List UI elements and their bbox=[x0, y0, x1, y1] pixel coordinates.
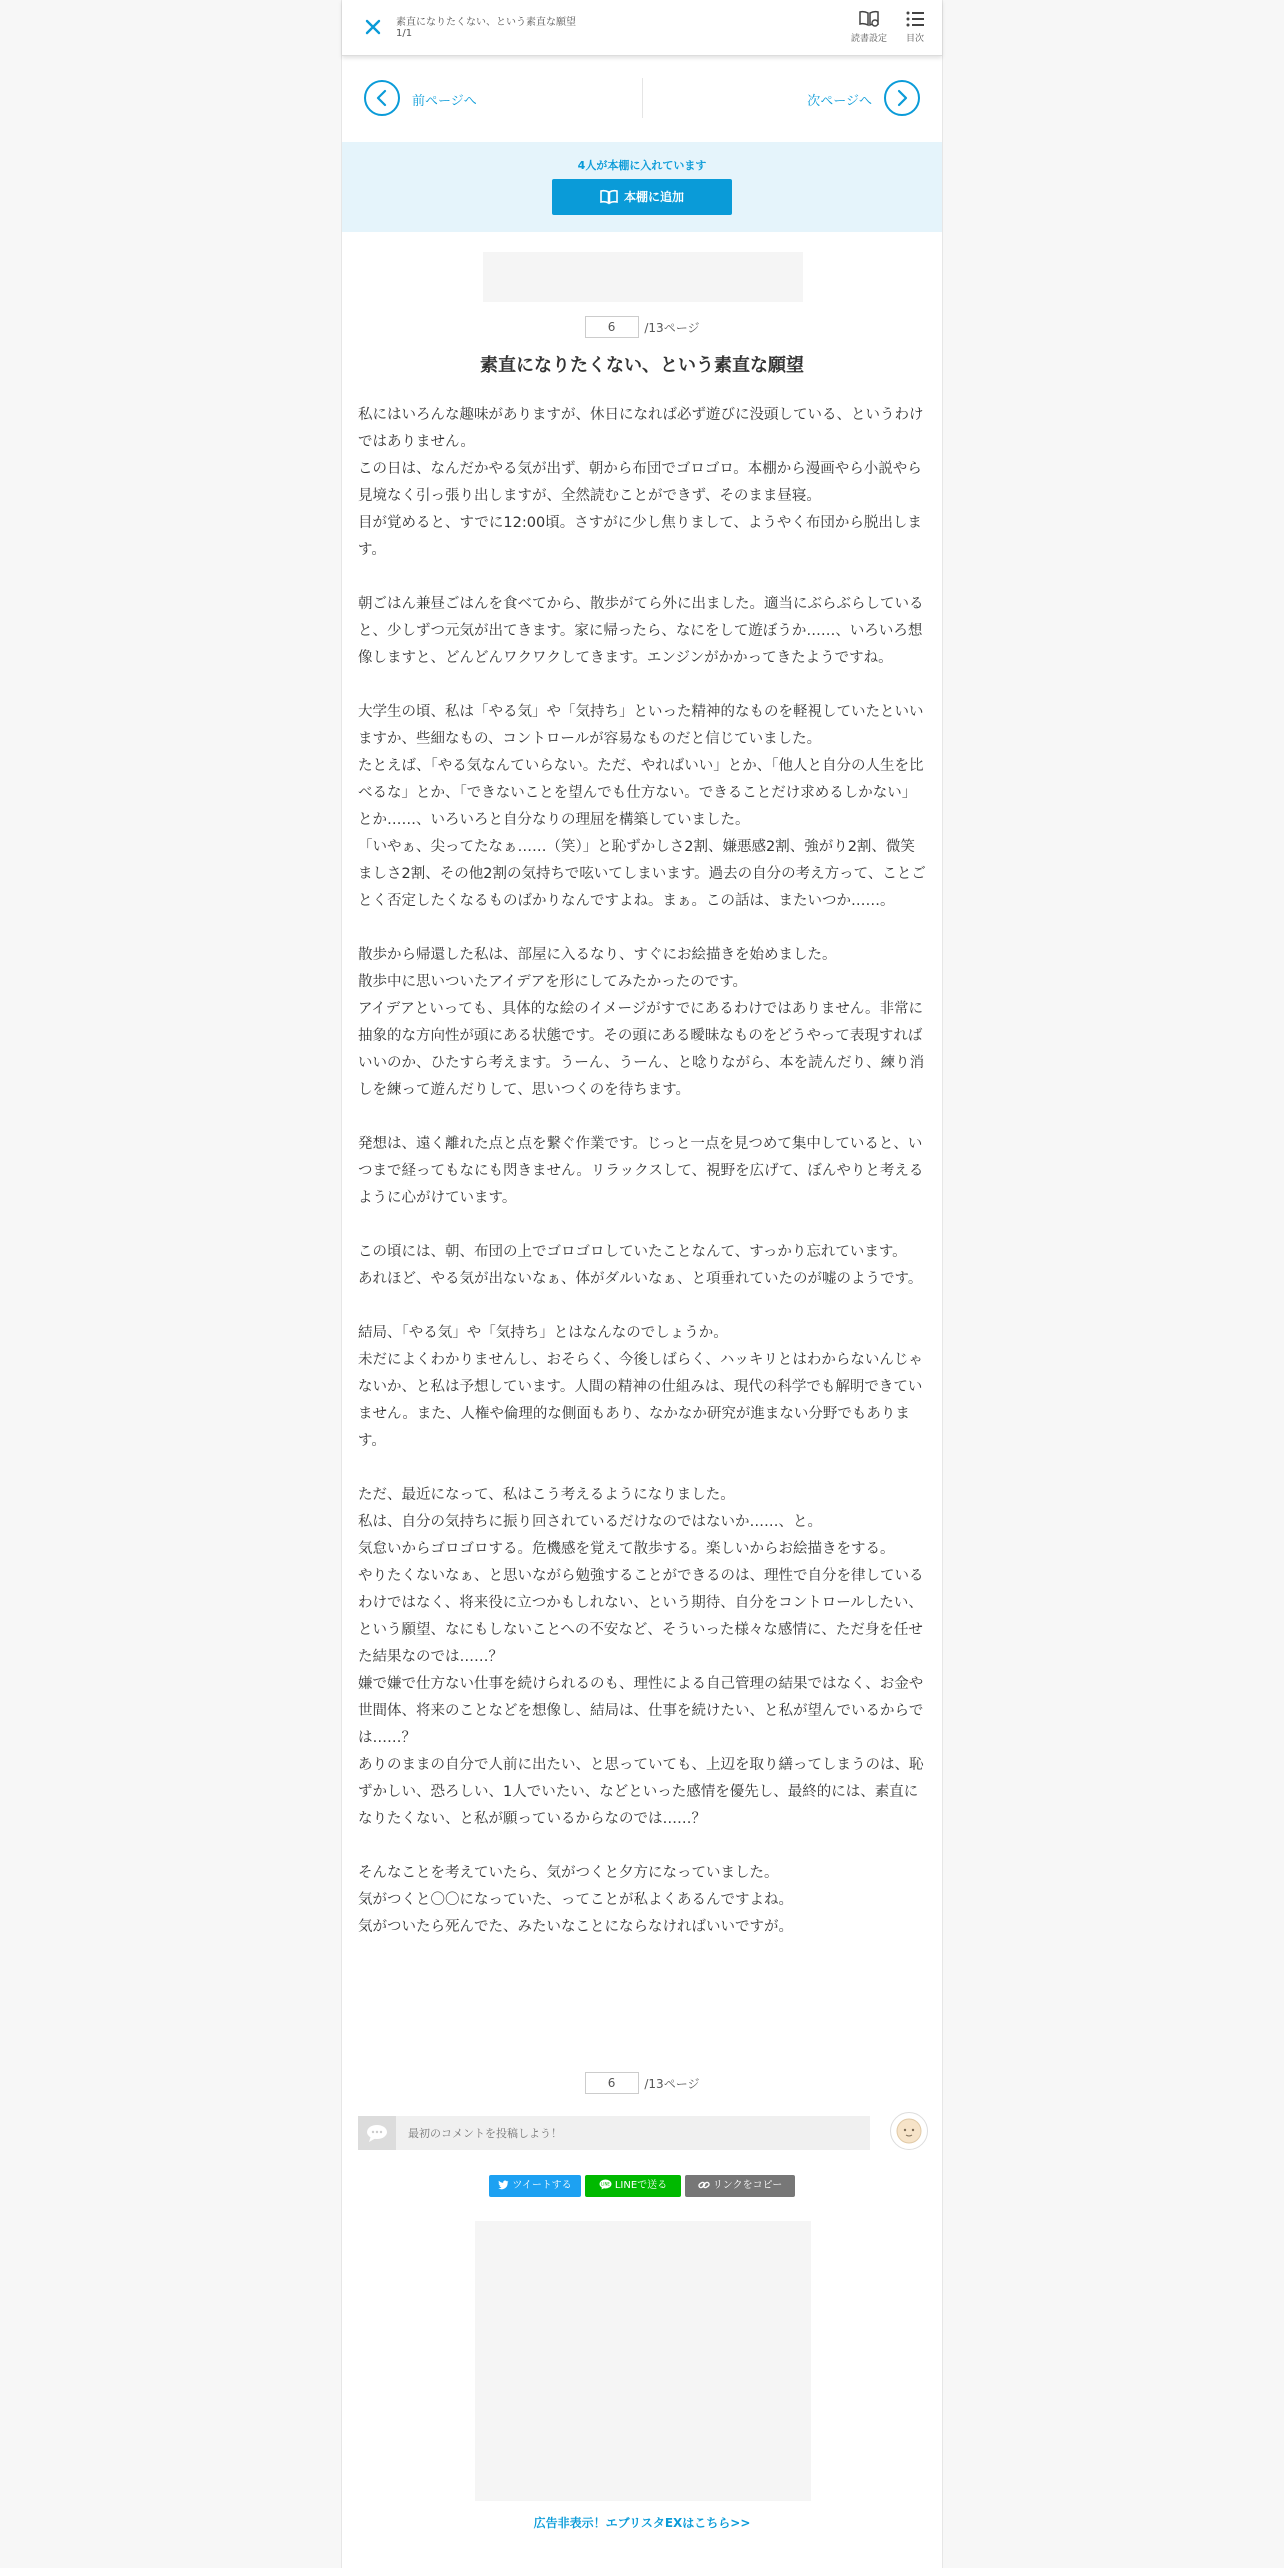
comment-bubble-icon bbox=[358, 2116, 396, 2150]
list-icon bbox=[905, 10, 925, 28]
line-share-label: LINEで送る bbox=[614, 2180, 668, 2191]
copy-link-label: リンクをコピー bbox=[712, 2180, 783, 2191]
comment-input[interactable] bbox=[396, 2116, 870, 2150]
prev-page-label: 前ページへ bbox=[412, 94, 477, 109]
chevron-right-icon bbox=[884, 80, 920, 116]
toc-button[interactable] bbox=[897, 10, 933, 50]
bookshelf-panel bbox=[342, 142, 942, 232]
next-page-button[interactable] bbox=[720, 60, 920, 140]
page-total: /13ページ bbox=[644, 320, 700, 335]
reading-settings-button[interactable] bbox=[847, 10, 891, 50]
link-icon bbox=[698, 2180, 710, 2190]
ad-banner-bottom bbox=[475, 2221, 811, 2501]
twitter-bird-icon bbox=[498, 2180, 509, 2190]
prev-page-button[interactable] bbox=[364, 60, 564, 140]
line-icon bbox=[599, 2179, 612, 2190]
svg-text:LINE: LINE bbox=[600, 2181, 610, 2187]
comment-area bbox=[358, 2116, 926, 2152]
page-number-input[interactable]: 6 bbox=[585, 316, 639, 338]
episode-title: 素直になりたくない、という素直な願望 bbox=[480, 355, 804, 376]
book-settings-icon bbox=[858, 10, 880, 28]
close-icon bbox=[360, 14, 386, 40]
tweet-label: ツイートする bbox=[512, 2180, 572, 2191]
nav-divider bbox=[642, 78, 643, 118]
share-buttons bbox=[342, 2175, 942, 2197]
close-button[interactable] bbox=[360, 14, 386, 40]
open-book-icon bbox=[600, 189, 618, 205]
page-number-input-bottom[interactable]: 6 bbox=[585, 2072, 639, 2094]
page-number-top bbox=[342, 316, 942, 338]
add-to-bookshelf-label: 本棚に追加 bbox=[623, 190, 684, 204]
page-total-bottom: /13ページ bbox=[644, 2076, 700, 2091]
ad-banner-top bbox=[483, 252, 803, 302]
page-number-bottom bbox=[342, 2072, 942, 2094]
ad-free-link[interactable]: 広告非表示！エブリスタEXはこちら>> bbox=[533, 2516, 751, 2530]
chevron-left-icon bbox=[364, 80, 400, 116]
reading-settings-label: 読書設定 bbox=[850, 34, 887, 44]
add-to-bookshelf-button[interactable] bbox=[552, 179, 732, 215]
bookshelf-count: 4人が本棚に入れています bbox=[577, 159, 707, 172]
line-share-button[interactable] bbox=[585, 2175, 681, 2197]
user-avatar[interactable] bbox=[890, 2112, 928, 2150]
header-title: 素直になりたくない、という素直な願望 bbox=[396, 17, 576, 28]
reader-header bbox=[342, 0, 942, 56]
next-page-label: 次ページへ bbox=[807, 94, 872, 109]
episode-body: 私にはいろんな趣味がありますが、休日になれば必ず遊びに没頭している、というわけではありません。 この日は、なんだかやる気が出ず、朝から布団でゴロゴロ。本棚から漫画やら小説やら見境なく引っ張り出しますが、全然読むことができず、そのまま昼寝。 目が覚めると、すでに12:00頃。さすがに少し焦りまして、ようやく布団から脱出します。 朝ごはん兼昼ごはんを食べてから、散歩がてら外に出ました。適当にぶらぶらしていると、少しずつ元気が出てきます。家に帰ったら、なにをして遊ぼうか……、いろいろ想像しますと、どんどんワクワクしてきます。エンジンがかかってきたようですね。 大学生の頃、私は「やる気」や「気持ち」といった精神的なものを軽視していたといいますか、些細なもの、コントロールが容易なものだと信じていました。 たとえば、「やる気なんていらない。ただ、やればいい」とか、「他人と自分の人生を比べるな」とか、「できないことを望んでも仕方ない。できることだけ求めるしかない」とか……、いろいろと自分なりの理屈を構築していました。 「いやぁ、尖ってたなぁ……（笑）」と恥ずかしさ2割、嫌悪感2割、強がり2割、微笑ましさ2割、その他2割の気持ちで呟いてしまいます。過去の自分の考え方って、ことごとく否定したくなるものばかりなんですよね。まぁ。この話は、またいつか……。 散歩から帰還した私は、部屋に入るなり、すぐにお絵描きを始めました。 散歩中に思いついたアイデアを形にしてみたかったのです。 アイデアといっても、具体的な絵のイメージがすでにあるわけではありません。非常に抽象的な方向性が頭にある状態です。その頭にある曖昧なものをどうやって表現すればいいのか、ひたすら考えます。うーん、うーん、と唸りながら、本を読んだり、練り消しを練って遊んだりして、思いつくのを待ちます。 発想は、遠く離れた点と点を繋ぐ作業です。じっと一点を見つめて集中していると、いつまで経ってもなにも閃きません。リラックスして、視野を広げて、ぼんやりと考えるように心がけています。 この頃には、朝、布団の上でゴロゴロしていたことなんて、すっかり忘れています。 あれほど、やる気が出ないなぁ、体がダルいなぁ、と項垂れていたのが嘘のようです。 結局、「やる気」や「気持ち」とはなんなのでしょうか。 未だによくわかりませんし、おそらく、今後しばらく、ハッキリとはわからないんじゃないか、と私は予想しています。人間の精神の仕組みは、現代の科学でも解明できていません。また、人権や倫理的な側面もあり、なかなか研究が進まない分野でもあります。 ただ、最近になって、私はこう考えるようになりました。 私は、自分の気持ちに振り回されているだけなのではないか……、と。 気怠いからゴロゴロする。危機感を覚えて散歩する。楽しいからお絵描きをする。 やりたくないなぁ、と思いながら勉強することができるのは、理性で自分を律しているわけではなく、将来役に立つかもしれない、という期待、自分をコントロールしたい、という願望、なにもしないことへの不安など、そういった様々な感情に、ただ身を任せた結果なのでは……？ 嫌で嫌で仕方ない仕事を続けられるのも、理性による自己管理の結果ではなく、お金や世間体、将来のことなどを想像し、結局は、仕事を続けたい、と私が望んでいるからでは……？ ありのままの自分で人前に出たい、と思っていても、上辺を取り繕ってしまうのは、恥ずかしい、恐ろしい、1人でいたい、などといった感情を優先し、最終的には、素直になりたくない、と私が願っているからなのでは……？ そんなことを考えていたら、気がつくと夕方になっていました。 気がつくと〇〇になっていた、ってことが私よくあるんですよね。 気がついたら死んでた、みたいなことにならなければいいですが。 bbox=[358, 407, 926, 1935]
tweet-button[interactable] bbox=[489, 2175, 581, 2197]
page-navigation bbox=[342, 60, 942, 140]
reader-column bbox=[341, 0, 943, 2568]
toc-label: 目次 bbox=[905, 34, 924, 44]
header-page-indicator: 1/1 bbox=[396, 28, 413, 39]
copy-link-button[interactable] bbox=[685, 2175, 795, 2197]
